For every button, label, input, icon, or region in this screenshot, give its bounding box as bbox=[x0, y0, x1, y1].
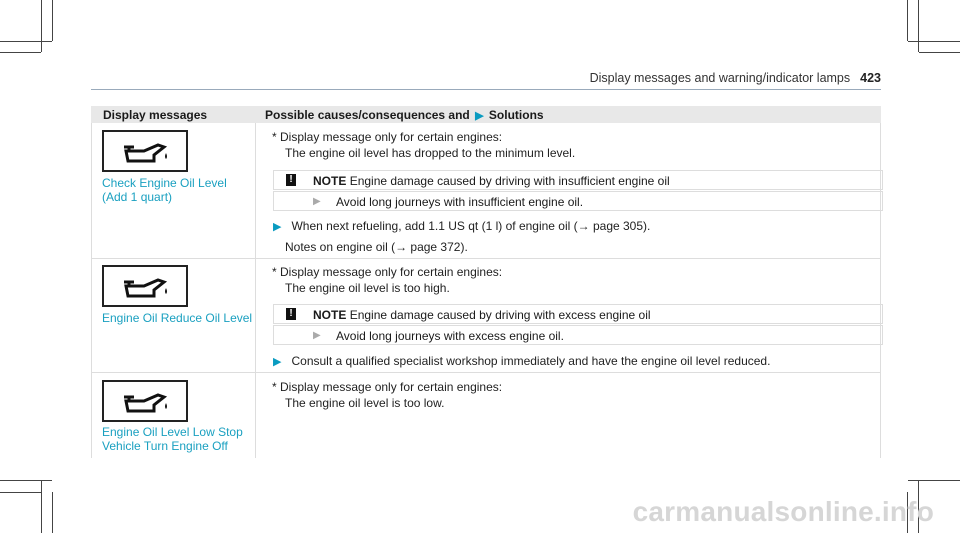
cause-text: The engine oil level is too high. bbox=[285, 281, 450, 295]
crop-mark bbox=[52, 492, 53, 533]
crop-mark bbox=[52, 0, 53, 41]
crop-mark bbox=[908, 41, 960, 42]
display-message: Engine Oil Level Low Stop Vehicle Turn Engine Off bbox=[102, 425, 243, 453]
crop-mark bbox=[0, 492, 41, 493]
crop-mark bbox=[919, 52, 960, 53]
watermark: carmanualsonline.info bbox=[632, 496, 934, 527]
cause-text: The engine oil level has dropped to the minimum level. bbox=[285, 146, 576, 160]
cause-text: The engine oil level is too low. bbox=[285, 396, 445, 410]
engine-note: * Display message only for certain engines: bbox=[272, 265, 503, 279]
crop-mark bbox=[41, 480, 42, 533]
row-divider bbox=[91, 258, 881, 259]
step-arrow-icon: ▶ bbox=[273, 221, 282, 233]
warning-icon: ! bbox=[286, 308, 296, 320]
display-message: Engine Oil Reduce Oil Level bbox=[102, 311, 253, 325]
header-rule bbox=[91, 89, 881, 90]
engine-note: * Display message only for certain engines: bbox=[272, 380, 503, 394]
notes-reference: Notes on engine oil (→ page 372). bbox=[285, 240, 468, 254]
step-arrow-icon: ▶ bbox=[313, 330, 321, 341]
note-action-box: ▶ Avoid long journeys with insufficient engine oil. bbox=[273, 191, 883, 211]
warning-icon: ! bbox=[286, 174, 296, 186]
step-arrow-icon: ▶ bbox=[313, 196, 321, 207]
note-action-box: ▶ Avoid long journeys with excess engine oil. bbox=[273, 325, 883, 345]
crop-mark bbox=[907, 0, 908, 41]
crop-mark bbox=[0, 480, 52, 481]
solution-step: ▶ When next refueling, add 1.1 US qt (1 l) of engine oil (→ page 305). bbox=[273, 219, 651, 233]
header-title: Display messages and warning/indicator lamps bbox=[589, 71, 851, 85]
engine-oil-can-icon bbox=[102, 265, 188, 307]
crop-mark bbox=[908, 480, 960, 481]
crop-mark bbox=[918, 0, 919, 52]
column-header-messages: Display messages bbox=[103, 108, 208, 122]
crop-mark bbox=[41, 0, 42, 52]
engine-oil-can-icon bbox=[102, 130, 188, 172]
table-border bbox=[91, 123, 92, 458]
solution-step: ▶ Consult a qualified specialist workshop immediately and have the engine oil level reduced. bbox=[273, 354, 771, 368]
column-header-causes: Possible causes/consequences and ▶ Solutions bbox=[265, 108, 544, 122]
display-message: Check Engine Oil Level (Add 1 quart) bbox=[102, 176, 227, 204]
running-header bbox=[590, 71, 881, 85]
crop-mark bbox=[0, 52, 41, 53]
step-arrow-icon: ▶ bbox=[273, 356, 282, 368]
page-number: 423 bbox=[860, 71, 881, 85]
table-header bbox=[91, 106, 881, 123]
engine-oil-can-icon bbox=[102, 380, 188, 422]
column-divider bbox=[255, 123, 256, 458]
note-box: ! NOTE Engine damage caused by driving with excess engine oil bbox=[273, 304, 883, 324]
play-arrow-icon: ▶ bbox=[475, 110, 484, 122]
engine-note: * Display message only for certain engines: bbox=[272, 130, 503, 144]
crop-mark bbox=[0, 41, 52, 42]
note-box: ! NOTE Engine damage caused by driving with insufficient engine oil bbox=[273, 170, 883, 190]
row-divider bbox=[91, 372, 881, 373]
